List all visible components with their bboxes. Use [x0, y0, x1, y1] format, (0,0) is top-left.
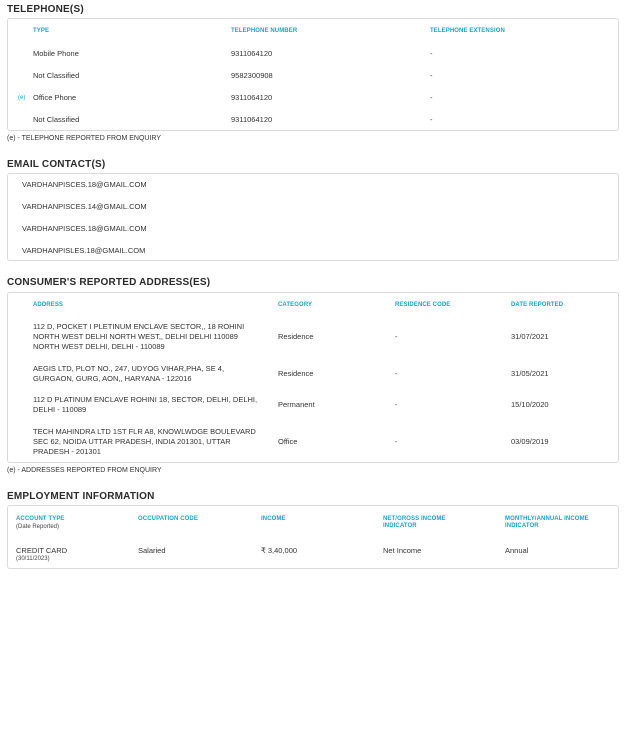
telephones-note: (e) - TELEPHONE REPORTED FROM ENQUIRY [7, 135, 162, 142]
address-residence-code: - [395, 400, 398, 409]
header-occupation-code: OCCUPATION CODE [138, 516, 198, 522]
employment-monthly-annual: Annual [505, 546, 529, 555]
telephone-type: Not Classified [33, 115, 80, 124]
email-item: VARDHANPISCES.18@GMAIL.COM [22, 180, 147, 189]
header-telephone-number: TELEPHONE NUMBER [231, 28, 298, 34]
address-residence-code: - [395, 437, 398, 446]
employment-occupation: Salaried [138, 546, 166, 555]
header-date-reported: DATE REPORTED [511, 302, 564, 308]
header-residence-code: RESIDENCE CODE [395, 302, 451, 308]
telephone-number: 9311064120 [231, 115, 273, 124]
address-residence-code: - [395, 369, 398, 378]
employment-date: (30/11/2023) [16, 556, 50, 562]
employment-account-type: CREDIT CARD [16, 546, 68, 555]
telephone-extension: - [430, 49, 433, 58]
addresses-note: (e) - ADDRESSES REPORTED FROM ENQUIRY [7, 467, 162, 474]
address-category: Residence [278, 332, 314, 341]
email-item: VARDHANPISLES.18@GMAIL.COM [22, 246, 146, 255]
header-date-reported-sub: (Date Reported) [16, 524, 60, 530]
address-date: 15/10/2020 [511, 400, 549, 409]
address-residence-code: - [395, 332, 398, 341]
telephone-extension: - [430, 93, 433, 102]
telephone-extension: - [430, 71, 433, 80]
address-text: TECH MAHINDRA LTD 1ST FLR A8, KNOWLWDGE BOULEVARD SEC 62, NOIDA UTTAR PRADESH, INDIA 201301, UTTAR PRADESH - 201301 [33, 427, 256, 456]
address-date: 31/07/2021 [511, 332, 549, 341]
enquiry-marker: (e) [18, 95, 26, 101]
employment-income: ₹ 3,40,000 [261, 546, 298, 555]
employment-title: EMPLOYMENT INFORMATION [7, 491, 155, 502]
telephones-title: TELEPHONE(S) [7, 4, 84, 15]
telephone-type: Office Phone [33, 93, 77, 102]
header-net-gross-indicator: NET/GROSS INCOME INDICATOR [383, 516, 446, 529]
address-date: 03/09/2019 [511, 437, 549, 446]
header-category: CATEGORY [278, 302, 313, 308]
telephone-number: 9582300908 [231, 71, 273, 80]
header-address: ADDRESS [33, 302, 64, 308]
telephone-type: Not Classified [33, 71, 80, 80]
header-income: INCOME [261, 516, 286, 522]
header-account-type: ACCOUNT TYPE [16, 516, 65, 522]
telephone-extension: - [430, 115, 433, 124]
employment-table [7, 505, 619, 569]
address-text: 112 D PLATINUM ENCLAVE ROHINI 18, SECTOR, DELHI, DELHI, DELHI - 110089 [33, 395, 258, 414]
emails-title: EMAIL CONTACT(S) [7, 159, 106, 170]
header-type: TYPE [33, 28, 50, 34]
telephone-type: Mobile Phone [33, 49, 79, 58]
address-text: AEGIS LTD, PLOT NO., 247, UDYOG VIHAR,PHA, SE 4, GURGAON, GURG, AON,, HARYANA - 122016 [33, 364, 225, 383]
addresses-table [7, 292, 619, 463]
address-category: Office [278, 437, 298, 446]
telephone-number: 9311064120 [231, 49, 273, 58]
telephone-number: 9311064120 [231, 93, 273, 102]
address-text: 112 D, POCKET I PLETINUM ENCLAVE SECTOR,, 18 ROHINI NORTH WEST DELHI NORTH WEST,, DELHI DELHI 110089 NORTH WEST DELHI, DELHI - 110089 [33, 322, 245, 351]
address-category: Permanent [278, 400, 315, 409]
emails-list [7, 173, 619, 261]
email-item: VARDHANPISCES.14@GMAIL.COM [22, 202, 147, 211]
header-telephone-extension: TELEPHONE EXTENSION [430, 28, 505, 34]
address-category: Residence [278, 369, 314, 378]
addresses-title: CONSUMER'S REPORTED ADDRESS(ES) [7, 277, 211, 288]
email-item: VARDHANPISCES.18@GMAIL.COM [22, 224, 147, 233]
employment-net-gross: Net Income [383, 546, 422, 555]
header-monthly-annual-indicator: MONTHLY/ANNUAL INCOME INDICATOR [505, 516, 589, 529]
telephones-table [7, 18, 619, 131]
address-date: 31/05/2021 [511, 369, 549, 378]
